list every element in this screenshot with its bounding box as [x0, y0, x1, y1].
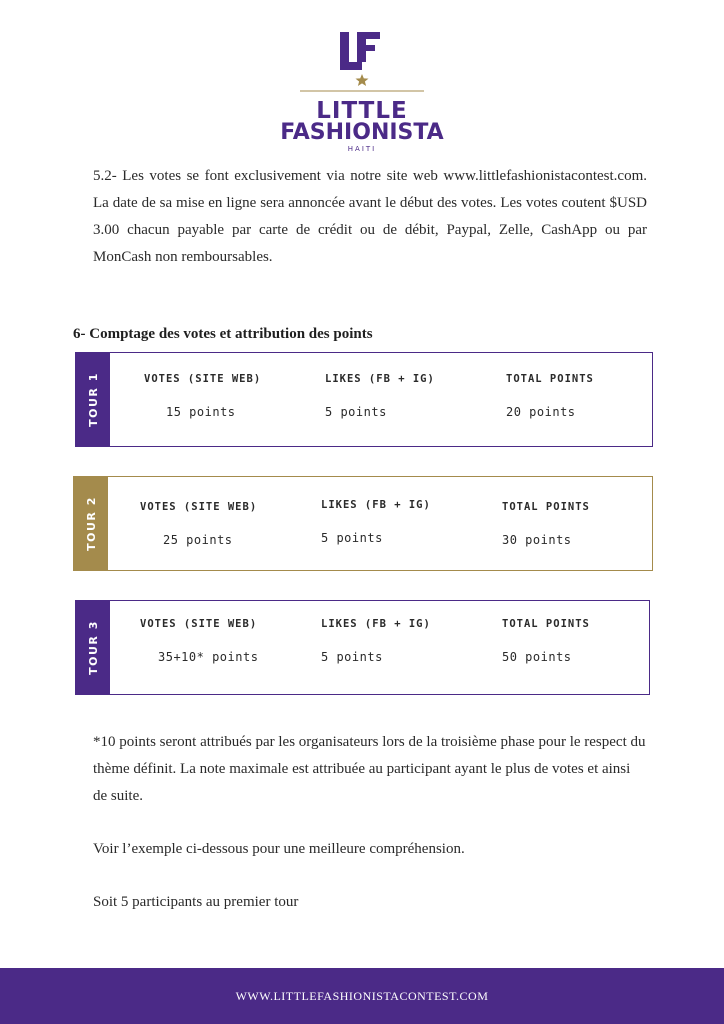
votes-header: VOTES (SITE WEB) [144, 373, 262, 385]
likes-header: LIKES (FB + IG) [325, 373, 435, 385]
tour-2-label: TOUR 2 [84, 496, 98, 551]
example-paragraph: Voir l’exemple ci-dessous pour une meilleure compréhension. [93, 841, 465, 857]
total-header: TOTAL POINTS [502, 501, 590, 513]
votes-value: 15 points [166, 405, 236, 419]
tour-3-label: TOUR 3 [86, 620, 100, 675]
participants-paragraph: Soit 5 participants au premier tour [93, 894, 299, 910]
tour-2-box [73, 476, 653, 571]
tour-3-total [502, 618, 590, 664]
brand-logo [0, 30, 724, 154]
total-header: TOTAL POINTS [502, 618, 590, 630]
tour-1-tab [76, 353, 110, 446]
footnote-paragraph: *10 points seront attribués par les organisateurs lors de la troisième phase pour le respect du thème définit. La note maximale est attribuée au participant ayant le plus de votes et ainsi de suite. [93, 734, 646, 804]
tour-1-total [506, 373, 594, 419]
tour-2-likes [321, 499, 431, 545]
votes-value: 35+10* points [158, 650, 259, 664]
total-value: 20 points [506, 405, 576, 419]
likes-value: 5 points [321, 650, 383, 664]
footer-bar [0, 968, 724, 1024]
tour-3-votes [140, 618, 259, 664]
tour-1-box [75, 352, 653, 447]
logo-text-little: LITTLE [316, 98, 408, 124]
tour-3-tab [76, 601, 110, 694]
logo-divider [300, 88, 424, 94]
likes-header: LIKES (FB + IG) [321, 618, 431, 630]
votes-value: 25 points [163, 533, 233, 547]
logo-text-haiti: HAITI [347, 145, 377, 153]
footer-url-link[interactable]: WWW.LITTLEFASHIONISTACONTEST.COM [235, 988, 489, 1003]
tour-2-total [502, 501, 590, 547]
votes-header: VOTES (SITE WEB) [140, 501, 258, 513]
section-title: 6- Comptage des votes et attribution des points [73, 326, 373, 342]
tour-1-likes [325, 373, 435, 419]
tour-1-label: TOUR 1 [86, 372, 100, 427]
tour-2-votes [140, 501, 258, 547]
total-value: 50 points [502, 650, 572, 664]
likes-header: LIKES (FB + IG) [321, 499, 431, 511]
likes-value: 5 points [321, 531, 383, 545]
likes-value: 5 points [325, 405, 387, 419]
votes-header: VOTES (SITE WEB) [140, 618, 258, 630]
tour-1-votes [144, 373, 262, 419]
intro-paragraph: 5.2- Les votes se font exclusivement via notre site web www.littlefashionistacontest.com. La date de sa mise en ligne sera annoncée avant le début des votes. Les votes coutent $USD 3.00 chacun payable par carte de crédit ou de débit, Paypal, Zelle, CashApp ou par MonCash non remboursables. [93, 168, 647, 265]
tour-3-box [75, 600, 650, 695]
total-header: TOTAL POINTS [506, 373, 594, 385]
logo-text-fashionista: FASHIONISTA [280, 120, 444, 145]
total-value: 30 points [502, 533, 572, 547]
tour-3-likes [321, 618, 431, 664]
lf-monogram-icon [337, 30, 387, 86]
tour-2-tab [74, 477, 108, 570]
